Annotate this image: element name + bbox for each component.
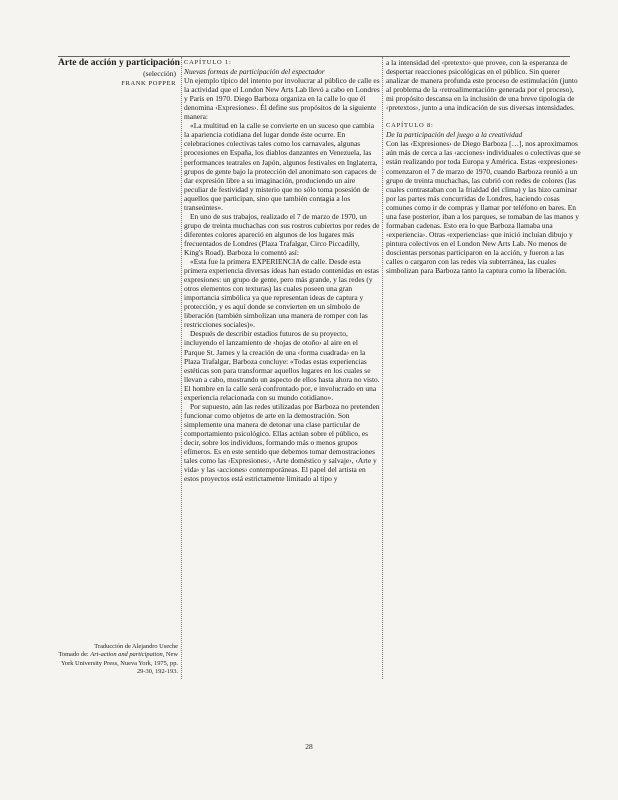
source-citation	[58, 651, 178, 676]
article-subtitle: (selección)	[143, 69, 176, 78]
paragraph: Por supuesto, aún las redes utilizadas por Barboza no pretenden funcionar como objetos de arte en la demostración. Son simplemente una manera de detonar una clase particular de comportamiento psicológico. Ellas actúan sobre el público, es decir, sobre los individuos, formando más o menos grupos efímeros. Es en este sentido que debemos tomar demostraciones tales como las ‹Expresiones›, ‹Arte doméstico y salvaje›, ‹Arte y vida› y las ‹acciones› contemporáneas. El papel del artista en estos proyectos está estrictamente limitado al tipo y	[184, 401, 380, 484]
article-heading	[58, 58, 180, 89]
text-column-2	[386, 58, 582, 275]
column-divider-right	[382, 57, 383, 679]
article-author: FRANK POPPER	[121, 80, 176, 87]
paragraph: Un ejemplo típico del intento por involucrar al público de calle es la actividad que el London New Arts Lab llevó a cabo en Londres y París en 1970. Diego Barboza organiza en la calle lo que él denomina ‹Expresiones›. Él define sus propósitos de la siguiente manera:	[184, 76, 380, 122]
column-divider-left	[181, 57, 182, 679]
source-details: , New York University Press, Nueva York, 1975, pp. 29-30, 192-193.	[60, 651, 178, 675]
chapter-8-label: CAPÍTULO 8:	[386, 122, 434, 130]
top-rule	[58, 56, 570, 57]
section-spacer	[386, 112, 582, 121]
source-title: Art-action and participation	[90, 651, 163, 659]
paragraph: En uno de sus trabajos, realizado el 7 de marzo de 1970, un grupo de treinta muchachas con sus rostros cubiertos por redes de diferentes colores apareció en algunos de los lugares más frecuentados de Londres (Plaza Trafalgar, Circo Piccadilly, King's Road). Barboza lo comentó así:	[184, 211, 380, 257]
paragraph: Con las ‹Expresiones› de Diego Barboza […], nos aproximamos aún más de cerca a las ‹acciones› individuales o colectivas que se están realizando por toda Europa y América. Estas ‹expresiones› comenzaron el 7 de marzo de 1970, cuando Barboza reunió a un grupo de treinta muchachas, las cubrió con redes de colores (las cuales contrastaban con la frialdad del clima) y las hizo caminar por las partes más concurridas de Londres, haciendo cosas comunes como ir de compras y llamar por teléfono en bares. En una fase posterior, iban a los parques, se tomaban de las manos y formaban cadenas. Esto era lo que Barboza llamaba una ‹experiencia›. Otras ‹experiencias› que inició incluían dibujo y pintura colectivos en el London New Arts Lab. No menos de doscientas personas participaron en la acción, y fueron a las calles o cargaron con las redes vía subterránea, las cuales simbolizan para Barboza tanto la captura como la liberación.	[386, 139, 581, 276]
translation-credit: Traducción de Alejandro Useche	[94, 643, 178, 650]
source-prefix: Tomado de:	[58, 651, 91, 659]
paragraph: «La multitud en la calle se convierte en un suceso que cambia la apariencia cotidiana del lugar donde éste ocurre. En celebraciones colectivas tales como los carnavales, algunas procesiones en España, los diablos danzantes en Venezuela, las performances teatrales en Japón, algunos festivales en Inglaterra, grupos de gente bajo la protección del anonimato son capaces de dar expresión libre a su imaginación, produciendo un aire peculiar de festividad y misterio que no sólo toma posesión de aquellos que participan, sino que también contagia a los transeúntes».	[184, 121, 378, 212]
chapter-1-title: Nuevas formas de participación del espectador	[184, 67, 325, 77]
paragraph: «Esta fue la primera EXPERIENCIA de calle. Desde esta primera experiencia diversas ideas han estado contenidas en estas expresiones: un grupo de gente, pero más grande, y las redes (y otros elementos con texturas) las cuales poseen una gran importancia simbólica ya que representan ideas de captura y protección, y es aquí donde se convierten en un símbolo de liberación (también simbolizan una manera de romper con las restricciones sociales)».	[184, 257, 379, 330]
article-title: Arte de acción y participación	[58, 58, 180, 68]
source-note	[58, 643, 178, 676]
chapter-8-title: De la participación del juego a la creatividad	[386, 130, 523, 140]
paragraph: Después de describir estadios futuros de su proyecto, incluyendo el lanzamiento de ‹hojas de otoño› al aire en el Parque St. James y la creación de una ‹forma cuadrada› en la Plaza Trafalgar, Barboza concluye: «Todas estas experiencias estéticas son para transformar aquellos lugares en los cuales se llevan a cabo, mostrando un aspecto de ellos hasta ahora no visto. El hombre en la calle será confrontado por, e involucrado en una experiencia relacionada con su mundo cotidiano».	[184, 329, 380, 402]
paragraph: a la intensidad del ‹pretexto› que provee, con la esperanza de despertar reacciones psicológicas en el público. Sin querer analizar de manera profunda este proceso de estimulación (junto al problema de la ‹retroalimentación› generada por el proceso), mi propósito descansa en la inclusión de una breve tipología de ‹pretextos›, junto a una indicación de sus diversas intensidades.	[386, 58, 578, 113]
page-number: 28	[305, 742, 313, 751]
chapter-1-label: CAPÍTULO 1:	[184, 59, 232, 66]
text-column-1	[184, 58, 380, 483]
